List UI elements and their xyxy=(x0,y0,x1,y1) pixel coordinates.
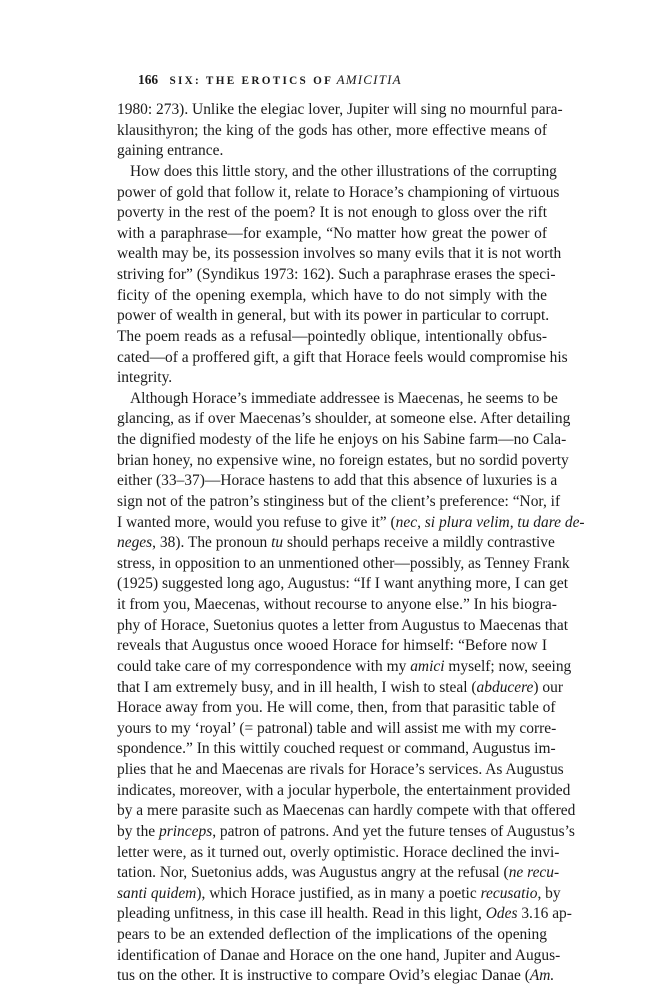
text-line xyxy=(117,884,561,905)
text-segment: Horace away from you. He will come, then, from that parasitic table of xyxy=(117,699,556,717)
text-segment: , patron of patrons. And yet the future tenses of Augustus’s xyxy=(212,822,575,840)
text-segment: could take care of my correspondence with my xyxy=(117,657,411,675)
text-line xyxy=(117,286,547,307)
text-line xyxy=(117,719,557,740)
text-segment: indicates, moreover, with a jocular hyperbole, the entertainment provided xyxy=(117,781,571,799)
running-head-title: SIX: THE EROTICS OF xyxy=(169,75,334,87)
text-segment: cated—of a proffered gift, a gift that Horace feels would compromise his xyxy=(117,348,568,366)
text-line xyxy=(117,327,547,348)
italic-text: santi quidem xyxy=(117,884,197,902)
text-segment: 1980: 273). Unlike the elegiac lover, Jupiter will sing no mournful para- xyxy=(117,101,563,118)
text-segment: pleading unfitness, in this case ill health. Read in this light, xyxy=(117,905,486,923)
text-segment: , by xyxy=(537,884,561,902)
text-line xyxy=(117,966,555,987)
text-segment: sign not of the patron’s stinginess but of the client’s preference: “Nor, if xyxy=(117,492,561,510)
text-segment: tus on the other. It is instructive to compare Ovid’s elegiac Danae ( xyxy=(117,967,530,985)
italic-text: neges xyxy=(117,534,153,552)
text-segment: plies that he and Maecenas are rivals for Horace’s services. As Augustus xyxy=(117,761,564,778)
text-segment: brian honey, no expensive wine, no foreign estates, but no sordid poverty xyxy=(117,451,569,469)
text-line xyxy=(117,533,555,554)
text-segment: by the xyxy=(117,822,160,840)
text-line xyxy=(117,513,585,534)
text-line xyxy=(117,183,560,204)
text-segment: poverty in the rest of the poem? It is not enough to gloss over the rift xyxy=(117,204,547,222)
text-segment: I wanted more, would you refuse to give it” ( xyxy=(117,513,396,531)
text-segment: (1925) suggested long ago, Augustus: “If I want anything more, I can get xyxy=(117,575,569,593)
text-line xyxy=(117,781,571,802)
text-segment: The poem reads as a refusal—pointedly oblique, intentionally obfus- xyxy=(117,327,547,345)
text-line xyxy=(117,430,567,451)
text-line xyxy=(117,306,550,327)
italic-text: Am. xyxy=(529,967,555,985)
text-line xyxy=(117,348,568,369)
text-segment: reveals that Augustus once wooed Horace for himself: “Before now I xyxy=(117,637,547,655)
text-segment: wealth may be, its possession involves so many evils that it is not worth xyxy=(117,245,562,263)
text-segment: 3.16 ap- xyxy=(517,905,572,923)
italic-text: abducere xyxy=(476,678,534,696)
text-line xyxy=(117,409,571,430)
text-segment: integrity. xyxy=(117,369,173,387)
text-segment: How does this little story, and the other illustrations of the corrupting xyxy=(130,162,557,180)
text-segment: ), which Horace justified, as in many a poetic xyxy=(196,884,481,902)
text-line xyxy=(117,203,547,224)
text-line xyxy=(117,636,547,657)
text-line xyxy=(117,492,561,513)
text-segment: spondence.” In this wittily couched request or command, Augustus im- xyxy=(117,740,556,758)
italic-text: princeps xyxy=(159,822,213,840)
text-segment: yours to my ‘royal’ (= patronal) table and will assist me with my corre- xyxy=(117,719,557,737)
text-line xyxy=(117,554,570,575)
text-line xyxy=(117,224,547,245)
text-line xyxy=(117,451,569,472)
page-number: 166 xyxy=(138,72,159,87)
text-segment: myself; now, seeing xyxy=(444,657,572,675)
text-line xyxy=(117,616,569,637)
text-segment: that I am extremely busy, and in ill health, I wish to steal ( xyxy=(117,678,477,696)
italic-text: tu xyxy=(271,534,284,552)
italic-text: amici xyxy=(410,657,445,675)
text-segment: tation. Nor, Suetonius adds, was Augustus angry at the refusal ( xyxy=(117,864,509,882)
text-line xyxy=(117,265,556,286)
text-segment: letter were, as it turned out, overly optimistic. Horace declined the invi- xyxy=(117,843,560,861)
text-line xyxy=(117,801,576,822)
text-segment: striving for” (Syndikus 1973: 162). Such a paraphrase erases the speci- xyxy=(117,266,556,283)
text-line xyxy=(117,141,547,162)
text-line xyxy=(117,657,572,678)
text-line xyxy=(117,843,560,864)
text-segment: power of wealth in general, but with its power in particular to corrupt. xyxy=(117,307,550,325)
text-segment: glancing, as if over Maecenas’s shoulder, at someone else. After detailing xyxy=(117,410,571,428)
text-segment: phy of Horace, Suetonius quotes a letter from Augustus to Maecenas that xyxy=(117,616,569,634)
text-segment: it from you, Maecenas, without recourse to anyone else.” In his biogra- xyxy=(117,596,557,613)
text-line xyxy=(117,822,575,843)
text-line xyxy=(117,162,557,183)
text-segment: power of gold that follow it, relate to Horace’s championing of virtuous xyxy=(117,183,560,201)
text-line xyxy=(117,760,564,781)
running-header xyxy=(138,72,558,89)
text-segment: identification of Danae and Horace on the one hand, Jupiter and Augus- xyxy=(117,946,561,964)
text-segment: stress, in opposition to an unmentioned other—possibly, as Tenney Frank xyxy=(117,554,570,572)
italic-text: nec, si plura velim, tu dare de- xyxy=(395,513,585,531)
text-line xyxy=(117,904,572,925)
text-line xyxy=(117,678,564,699)
italic-text: ne recu- xyxy=(508,864,560,882)
text-line xyxy=(117,244,562,265)
text-segment: the dignified modesty of the life he enjoys on his Sabine farm—no Cala- xyxy=(117,431,567,448)
text-line xyxy=(117,100,563,121)
text-line xyxy=(117,863,560,884)
text-segment: either (33–37)—Horace hastens to add that this absence of luxuries is a xyxy=(117,472,558,490)
text-line xyxy=(117,389,558,410)
text-segment: Although Horace’s immediate addressee is Maecenas, he seems to be xyxy=(130,389,558,407)
text-line xyxy=(117,574,569,595)
text-line xyxy=(117,946,561,967)
text-line xyxy=(117,368,547,389)
text-segment: with a paraphrase—for example, “No matter how great the power of xyxy=(117,224,547,242)
italic-text: Odes xyxy=(485,905,518,923)
text-segment: ficity of the opening exempla, which have to do not simply with the xyxy=(117,286,547,304)
text-segment: klausithyron; the king of the gods has other, more effective means of xyxy=(117,121,547,139)
body-text xyxy=(117,100,585,987)
text-line xyxy=(117,471,558,492)
running-head-title-italic: AMICITIA xyxy=(336,72,402,87)
italic-text: recusatio xyxy=(480,884,538,902)
text-line xyxy=(117,698,556,719)
text-segment: pears to be an extended deflection of the implications of the opening xyxy=(117,926,547,943)
text-line xyxy=(117,925,547,946)
text-line xyxy=(117,739,556,760)
text-segment: should perhaps receive a mildly contrastive xyxy=(283,534,555,552)
text-segment: gaining entrance. xyxy=(117,142,224,160)
text-line xyxy=(117,595,557,616)
text-segment: , 38). The pronoun xyxy=(152,534,272,552)
text-segment: ) our xyxy=(533,678,564,696)
text-line xyxy=(117,121,547,142)
text-segment: by a mere parasite such as Maecenas can hardly compete with that offered xyxy=(117,802,576,820)
